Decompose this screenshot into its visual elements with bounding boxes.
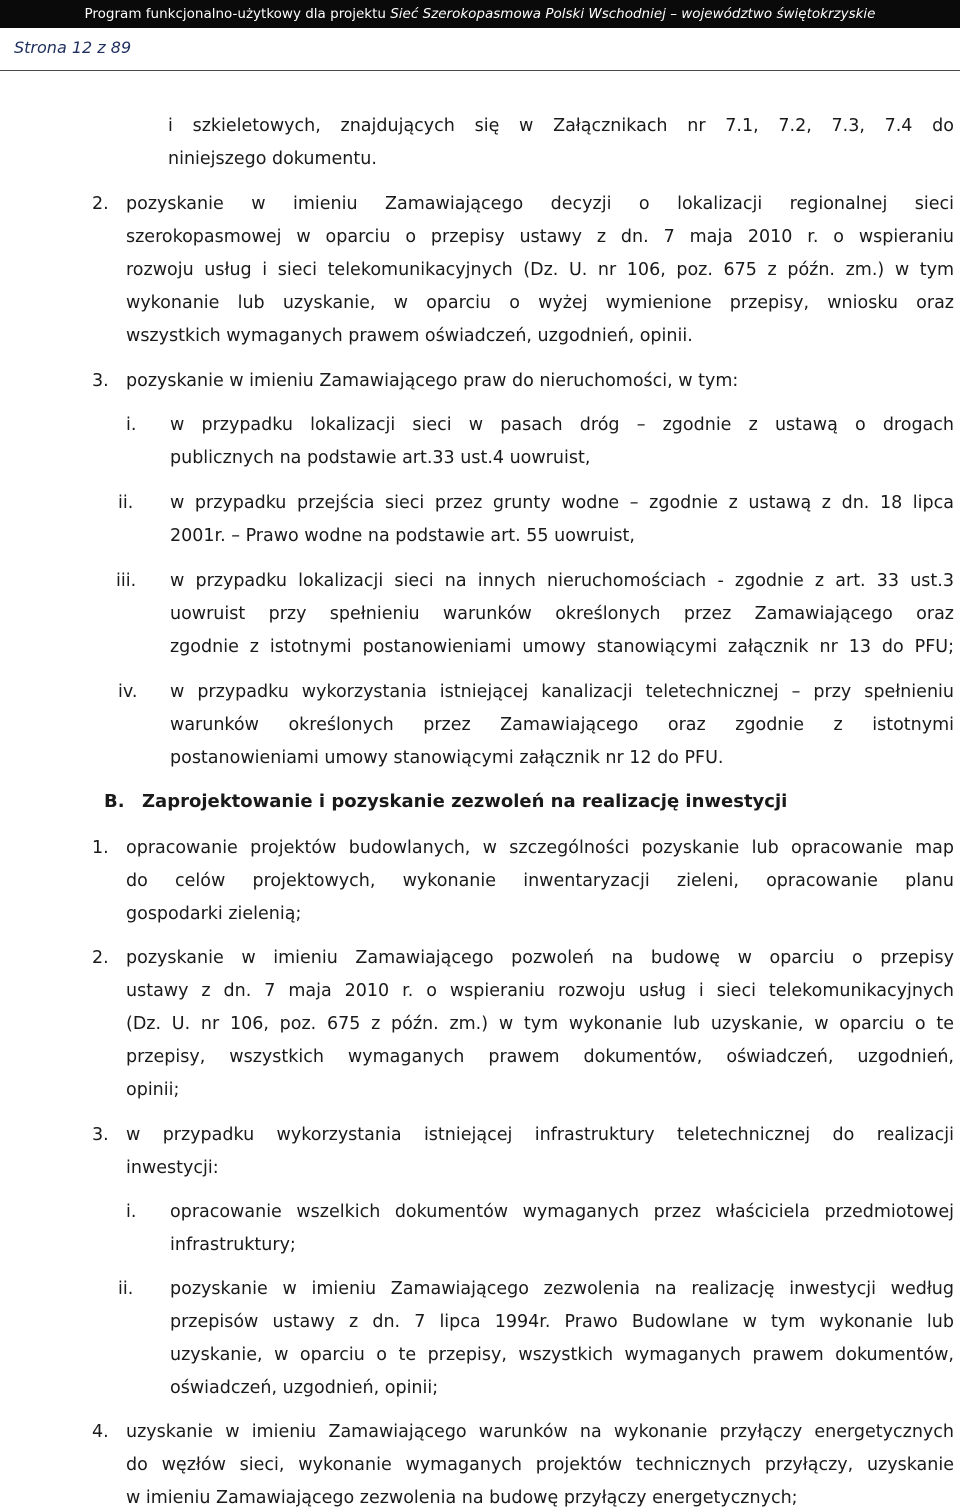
body-line: pozyskanie w imieniu Zamawiającego zezwolenia na realizację inwestycji według <box>170 1279 954 1299</box>
body-line: uowruist przy spełnieniu warunków określonych przez Zamawiającego oraz <box>170 604 954 624</box>
body-line: pozyskanie w imieniu Zamawiającego pozwoleń na budowę w oparciu o przepisy <box>126 948 954 968</box>
list-marker: 2. <box>92 948 109 968</box>
list-marker: ii. <box>118 493 134 513</box>
body-line: opinii; <box>126 1080 180 1100</box>
list-marker: 3. <box>92 1125 109 1145</box>
body-line: w przypadku lokalizacji sieci na innych nieruchomościach - zgodnie z art. 33 ust.3 <box>170 571 954 591</box>
section-heading: Zaprojektowanie i pozyskanie zezwoleń na realizację inwestycji <box>142 791 788 812</box>
body-line: i szkieletowych, znajdujących się w Załącznikach nr 7.1, 7.2, 7.3, 7.4 do <box>168 116 954 136</box>
page-number: Strona 12 z 89 <box>14 38 132 57</box>
body-line: przepisy, wszystkich wymaganych prawem dokumentów, oświadczeń, uzgodnień, <box>126 1047 954 1067</box>
list-marker: i. <box>126 1202 137 1222</box>
list-marker: 1. <box>92 838 109 858</box>
body-line: 2001r. – Prawo wodne na podstawie art. 55 uowruist, <box>170 526 635 546</box>
body-line: infrastruktury; <box>170 1235 296 1255</box>
body-line: opracowanie wszelkich dokumentów wymaganych przez właściciela przedmiotowej <box>170 1202 954 1222</box>
body-line: do celów projektowych, wykonanie inwentaryzacji zieleni, opracowanie planu <box>126 871 954 891</box>
header-prefix: Program funkcjonalno-użytkowy dla projektu <box>84 6 391 22</box>
body-line: w imieniu Zamawiającego zezwolenia na budowę przyłączy energetycznych; <box>126 1488 798 1508</box>
list-marker: 2. <box>92 194 109 214</box>
body-line: ustawy z dn. 7 maja 2010 r. o wspieraniu rozwoju usług i sieci telekomunikacyjnych <box>126 981 954 1001</box>
body-line: niniejszego dokumentu. <box>168 149 377 169</box>
body-line: wykonanie lub uzyskanie, w oparciu o wyżej wymienione przepisy, wniosku oraz <box>126 293 954 313</box>
list-marker: iv. <box>118 682 138 702</box>
section-marker: B. <box>104 791 125 812</box>
body-line: warunków określonych przez Zamawiającego oraz zgodnie z istotnymi <box>170 715 954 735</box>
body-line: postanowieniami umowy stanowiącymi załącznik nr 12 do PFU. <box>170 748 724 768</box>
body-line: w przypadku wykorzystania istniejącej kanalizacji teletechnicznej – przy spełnieniu <box>170 682 954 702</box>
body-line: w przypadku wykorzystania istniejącej infrastruktury teletechnicznej do realizacji <box>126 1125 954 1145</box>
body-line: oświadczeń, uzgodnień, opinii; <box>170 1378 439 1398</box>
body-line: w przypadku lokalizacji sieci w pasach dróg – zgodnie z ustawą o drogach <box>170 415 954 435</box>
body-line: (Dz. U. nr 106, poz. 675 z późn. zm.) w tym wykonanie lub uzyskanie, w oparciu o te <box>126 1014 954 1034</box>
body-line: uzyskanie, w oparciu o te przepisy, wszystkich wymaganych prawem dokumentów, <box>170 1345 954 1365</box>
body-line: w przypadku przejścia sieci przez grunty wodne – zgodnie z ustawą z dn. 18 lipca <box>170 493 954 513</box>
body-line: przepisów ustawy z dn. 7 lipca 1994r. Prawo Budowlane w tym wykonanie lub <box>170 1312 954 1332</box>
list-marker: iii. <box>116 571 137 591</box>
body-line: wszystkich wymaganych prawem oświadczeń, uzgodnień, opinii. <box>126 326 693 346</box>
body-line: gospodarki zielenią; <box>126 904 302 924</box>
list-marker: 4. <box>92 1422 109 1442</box>
body-line: pozyskanie w imieniu Zamawiającego decyzji o lokalizacji regionalnej sieci <box>126 194 954 214</box>
list-marker: i. <box>126 415 137 435</box>
body-line: rozwoju usług i sieci telekomunikacyjnych (Dz. U. nr 106, poz. 675 z późn. zm.) w tym <box>126 260 954 280</box>
body-line: publicznych na podstawie art.33 ust.4 uowruist, <box>170 448 591 468</box>
body-line: opracowanie projektów budowlanych, w szczególności pozyskanie lub opracowanie map <box>126 838 954 858</box>
body-line: pozyskanie w imieniu Zamawiającego praw do nieruchomości, w tym: <box>126 371 739 391</box>
body-line: zgodnie z istotnymi postanowieniami umowy stanowiącymi załącznik nr 13 do PFU; <box>170 637 954 657</box>
body-line: szerokopasmowej w oparciu o przepisy ustawy z dn. 7 maja 2010 r. o wspieraniu <box>126 227 954 247</box>
body-line: inwestycji: <box>126 1158 219 1178</box>
list-marker: 3. <box>92 371 109 391</box>
body-line: uzyskanie w imieniu Zamawiającego warunków na wykonanie przyłączy energetycznych <box>126 1422 954 1442</box>
header-project: Sieć Szerokopasmowa Polski Wschodniej – województwo świętokrzyskie <box>390 6 876 22</box>
list-marker: ii. <box>118 1279 134 1299</box>
body-line: do węzłów sieci, wykonanie wymaganych projektów technicznych przyłączy, uzyskanie <box>126 1455 954 1475</box>
